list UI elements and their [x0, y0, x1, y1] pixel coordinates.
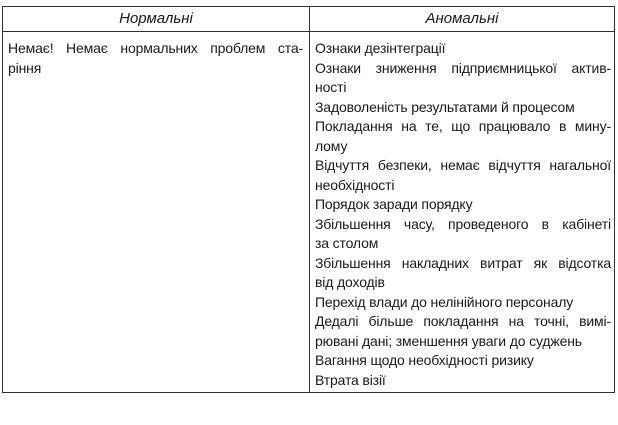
header-abnormal: Аномальні — [310, 7, 615, 32]
aging-problems-table — [2, 6, 615, 393]
text-line: Немає! Немає нормальних проблем ста- — [8, 40, 303, 56]
text-line: необхідності — [315, 176, 395, 193]
text-line: Перехід влади до нелінійного персоналу — [315, 293, 574, 310]
abnormal-cell — [310, 32, 615, 393]
text-line: Задоволеність результатами й процесом — [315, 98, 575, 115]
text-line: ріння — [8, 59, 42, 76]
text-line: лому — [315, 137, 348, 154]
text-line: рювані дані; зменшення уваги до суджень — [315, 332, 582, 349]
text-line: за столом — [315, 235, 379, 251]
text-line: Дедалі більше покладання на точні, вимі- — [315, 313, 611, 329]
text-line: від доходів — [315, 274, 385, 290]
text-line: Збільшення накладних витрат як відсотка — [315, 254, 611, 271]
text-line: Втрата візії — [315, 371, 386, 388]
text-line: ності — [315, 79, 347, 95]
text-line: Вагання щодо необхідності ризику — [315, 352, 534, 368]
text-line: Порядок заради порядку — [315, 196, 473, 212]
body-row — [3, 32, 615, 393]
text-line: Ознаки зниження підприємницької актив- — [315, 59, 611, 76]
text-line: Збільшення часу, проведеного в кабінеті — [315, 215, 611, 232]
abnormal-text — [310, 32, 614, 392]
normal-cell — [3, 32, 310, 393]
header-normal: Нормальні — [3, 7, 310, 32]
text-line: Ознаки дезінтеграції — [315, 40, 446, 56]
text-line: Відчуття безпеки, немає відчуття нагальної — [315, 157, 611, 173]
normal-text — [3, 32, 309, 78]
header-row — [3, 7, 615, 32]
text-line: Покладання на те, що працювало в мину- — [315, 118, 611, 134]
